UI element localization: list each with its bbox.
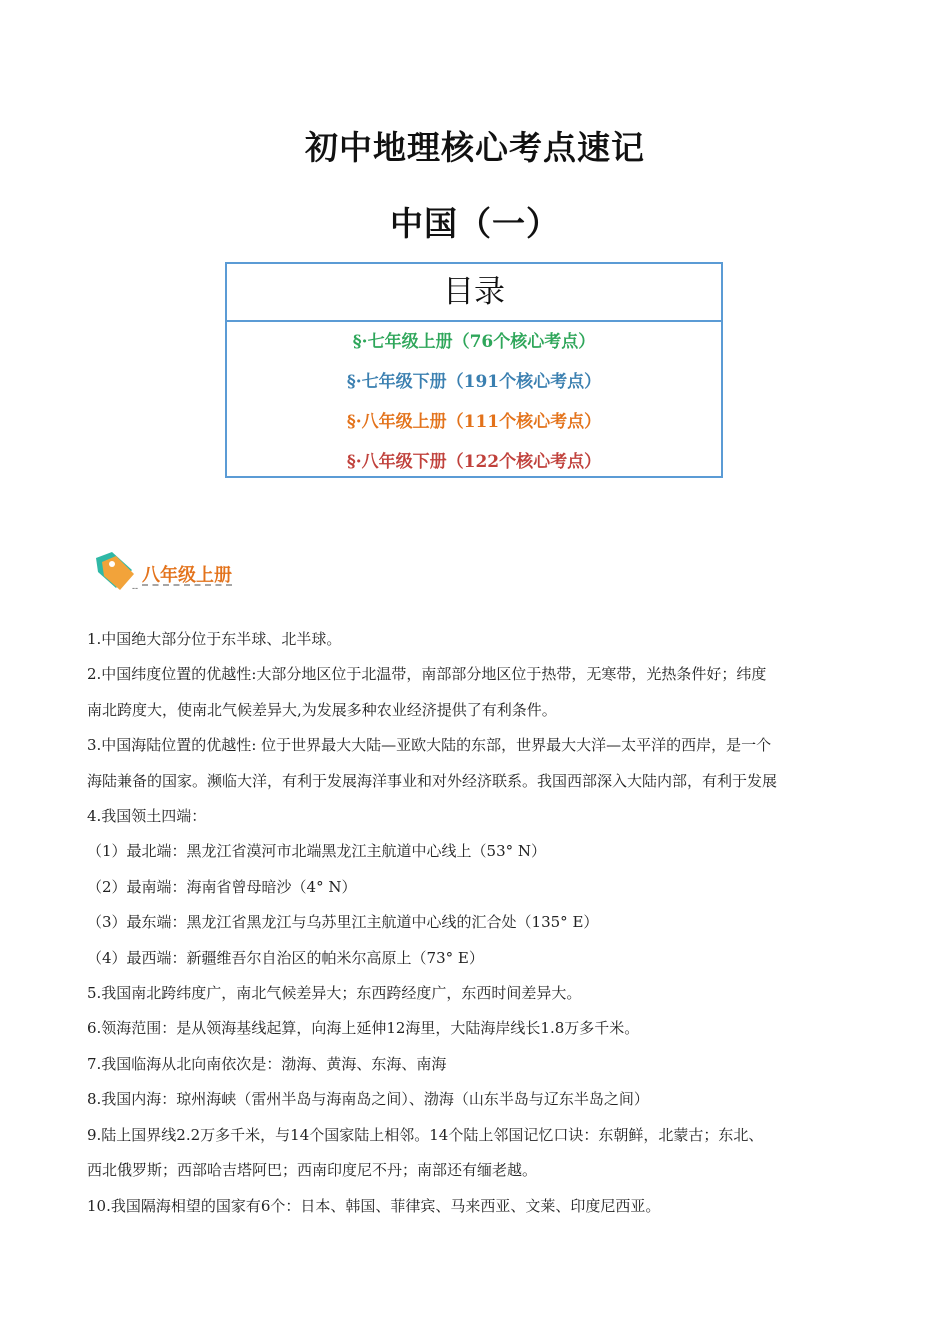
- paragraph: （3）最东端：黑龙江省黑龙江与乌苏里江主航道中心线的汇合处（135° E）: [87, 913, 599, 932]
- toc-list: [227, 322, 721, 482]
- toc-item-grade8-vol2[interactable]: §·八年级下册（122个核心考点）: [346, 452, 602, 472]
- paragraph: （4）最西端：新疆维吾尔自治区的帕米尔高原上（73° E）: [87, 948, 484, 967]
- toc-item-grade7-vol2[interactable]: §·七年级下册（191个核心考点）: [346, 372, 602, 392]
- content-body: [87, 622, 867, 1224]
- paragraph: 2.中国纬度位置的优越性:大部分地区位于北温带，南部部分地区位于热带，无寒带，光热条件好；纬度: [87, 665, 767, 684]
- toc-item-grade7-vol1[interactable]: §·七年级上册（76个核心考点）: [352, 332, 596, 352]
- paragraph: 5.我国南北跨纬度广，南北气候差异大；东西跨经度广，东西时间差异大。: [87, 984, 582, 1003]
- paragraph: 1.中国绝大部分位于东半球、北半球。: [87, 630, 342, 648]
- paragraph: 7.我国临海从北向南依次是：渤海、黄海、东海、南海: [87, 1054, 447, 1073]
- section-label: 八年级上册: [142, 565, 232, 586]
- tag-icon: [90, 548, 139, 594]
- document-title: 初中地理核心考点速记: [305, 128, 645, 167]
- paragraph: 8.我国内海：琼州海峡（雷州半岛与海南岛之间）、渤海（山东半岛与辽东半岛之间）: [87, 1090, 649, 1109]
- paragraph: （1）最北端：黑龙江省漠河市北端黑龙江主航道中心线上（53° N）: [87, 842, 547, 861]
- paragraph: 6.领海范围：是从领海基线起算，向海上延伸12海里，大陆海岸线长1.8万多千米。: [87, 1019, 640, 1038]
- table-of-contents: [225, 262, 723, 478]
- paragraph: 3.中国海陆位置的优越性: 位于世界最大大陆—亚欧大陆的东部，世界最大大洋—太平洋的西岸，是一个: [87, 736, 772, 755]
- paragraph: 西北俄罗斯；西部哈吉塔阿巴；西南印度尼不丹；南部还有缅老越。: [87, 1161, 538, 1180]
- section-header: [90, 548, 290, 594]
- paragraph: 海陆兼备的国家。濒临大洋，有利于发展海洋事业和对外经济联系。我国西部深入大陆内部，有利于发展: [87, 771, 778, 790]
- paragraph: （2）最南端：海南省曾母暗沙（4° N）: [87, 877, 357, 896]
- paragraph: 4.我国领土四端：: [87, 807, 207, 826]
- toc-heading: 目录: [227, 264, 721, 322]
- toc-item-grade8-vol1[interactable]: §·八年级上册（111个核心考点）: [346, 412, 602, 432]
- paragraph: 南北跨度大，使南北气候差异大,为发展多种农业经济提供了有利条件。: [87, 700, 557, 719]
- section-mark: --: [132, 584, 139, 594]
- paragraph: 10.我国隔海相望的国家有6个：日本、韩国、菲律宾、马来西亚、文莱、印度尼西亚。: [87, 1196, 661, 1215]
- document-subtitle: 中国（一）: [390, 204, 560, 243]
- paragraph: 9.陆上国界线2.2万多千米，与14个国家陆上相邻。14个陆上邻国记忆口诀：东朝鲜，北蒙古；东北、: [87, 1125, 764, 1144]
